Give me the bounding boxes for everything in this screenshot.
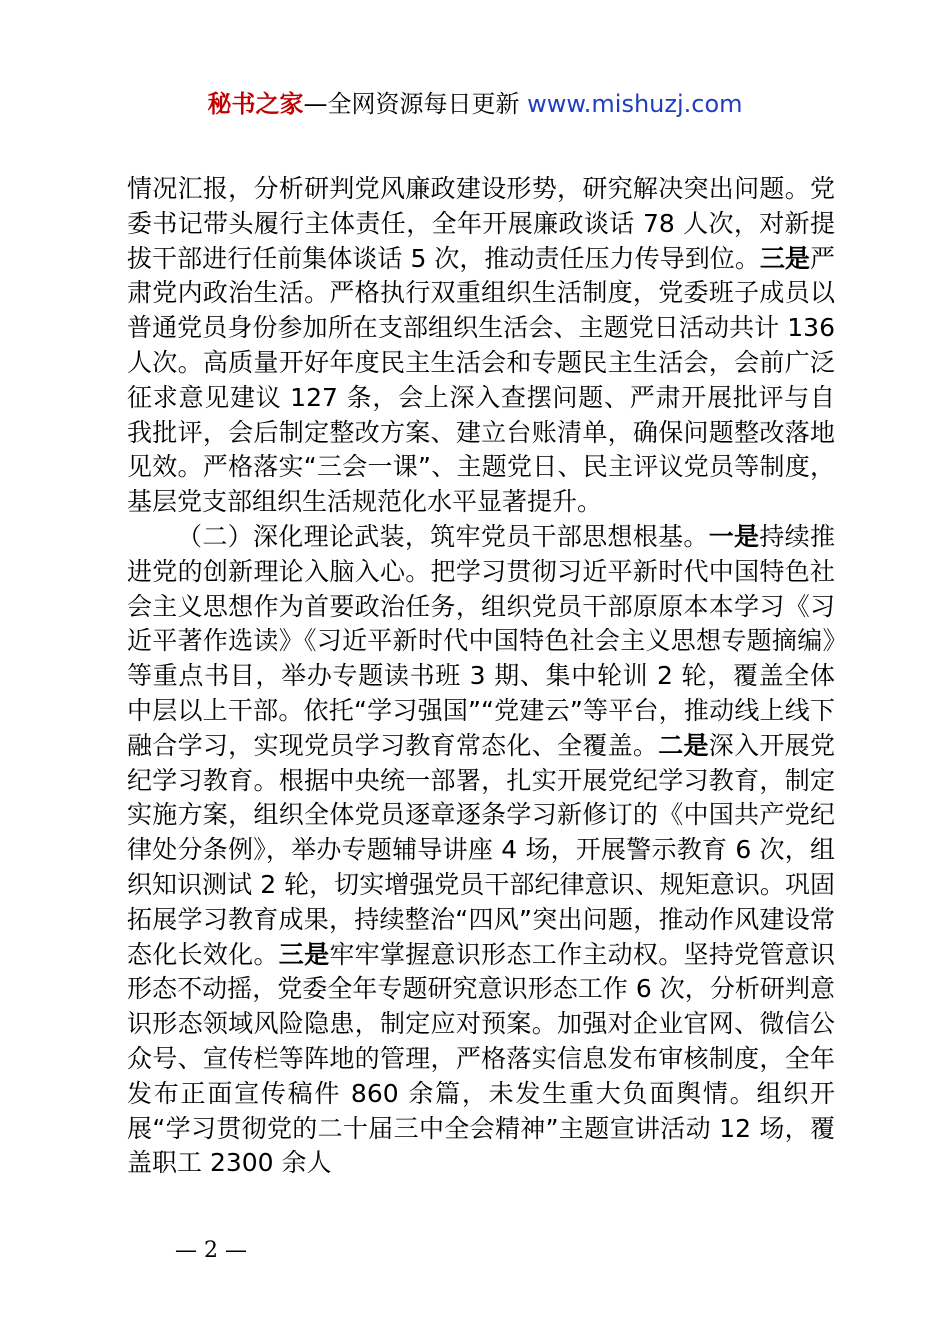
paragraph-1 xyxy=(127,172,835,520)
paragraph-2-text-1: （二）深化理论武装，筑牢党员干部思想根基。 xyxy=(177,521,709,551)
paragraph-2-bold-1: 一是 xyxy=(708,521,760,551)
paragraph-1-text-1: 情况汇报，分析研判党风廉政建设形势，研究解决突出问题。党委书记带头履行主体责任，全年开展廉政谈话 78 人次，对新提拔干部进行任前集体谈话 5 次，推动责任压力传导到位。 xyxy=(127,174,835,273)
site-url-link[interactable]: www.mishuzj.com xyxy=(527,90,743,118)
paragraph-2-bold-2: 二是 xyxy=(658,730,709,760)
document-body xyxy=(127,172,835,1181)
paragraph-1-text-2: 严肃党内政治生活。严格执行双重组织生活制度，党委班子成员以普通党员身份参加所在支部组织生活会、主题党日活动共计 136 人次。高质量开好年度民主生活会和专题民主生活会，会前广泛征求意见建议 127 条，会上深入查摆问题、严肃开展批评与自我批评，会后制定整改方案、建立台账清单，确保问题整改落地见效。严格落实“三会一课”、主题党日、民主评议党员等制度，基层党支部组织生活规范化水平显著提升。 xyxy=(127,243,835,517)
site-header xyxy=(0,86,950,122)
paragraph-2-text-2: 持续推进党的创新理论入脑入心。把学习贯彻习近平新时代中国特色社会主义思想作为首要政治任务，组织党员干部原原本本学习《习近平著作选读》《习近平新时代中国特色社会主义思想专题摘编》等重点书目，举办专题读书班 3 期、集中轮训 2 轮，覆盖全体中层以上干部。依托“学习强国”“党建云”等平台，推动线上线下融合学习，实现党员学习教育常态化、全覆盖。 xyxy=(127,521,835,760)
site-brand: 秘书之家 xyxy=(207,90,304,118)
paragraph-2-bold-3: 三是 xyxy=(278,939,330,969)
page-number: — 2 — xyxy=(175,1238,247,1263)
site-tagline: —全网资源每日更新 xyxy=(303,90,528,118)
paragraph-2 xyxy=(127,520,835,1181)
paragraph-2-text-4: 牢牢掌握意识形态工作主动权。坚持党管意识形态不动摇，党委全年专题研究意识形态工作 6 次，分析研判意识形态领域风险隐患，制定应对预案。加强对企业官网、微信公众号、宣传栏等阵地的管理，严格落实信息发布审核制度，全年发布正面宣传稿件 860 余篇，未发生重大负面舆情。组织开展“学习贯彻党的二十届三中全会精神”主题宣讲活动 12 场，覆盖职工 2300 余人 xyxy=(127,939,835,1178)
paragraph-1-bold-1: 三是 xyxy=(759,243,810,273)
paragraph-2-text-3: 深入开展党纪学习教育。根据中央统一部署，扎实开展党纪学习教育，制定实施方案，组织全体党员逐章逐条学习新修订的《中国共产党纪律处分条例》，举办专题辅导讲座 4 场，开展警示教育 6 次，组织知识测试 2 轮，切实增强党员干部纪律意识、规矩意识。巩固拓展学习教育成果，持续整治“四风”突出问题，推动作风建设常态化长效化。 xyxy=(127,730,835,969)
